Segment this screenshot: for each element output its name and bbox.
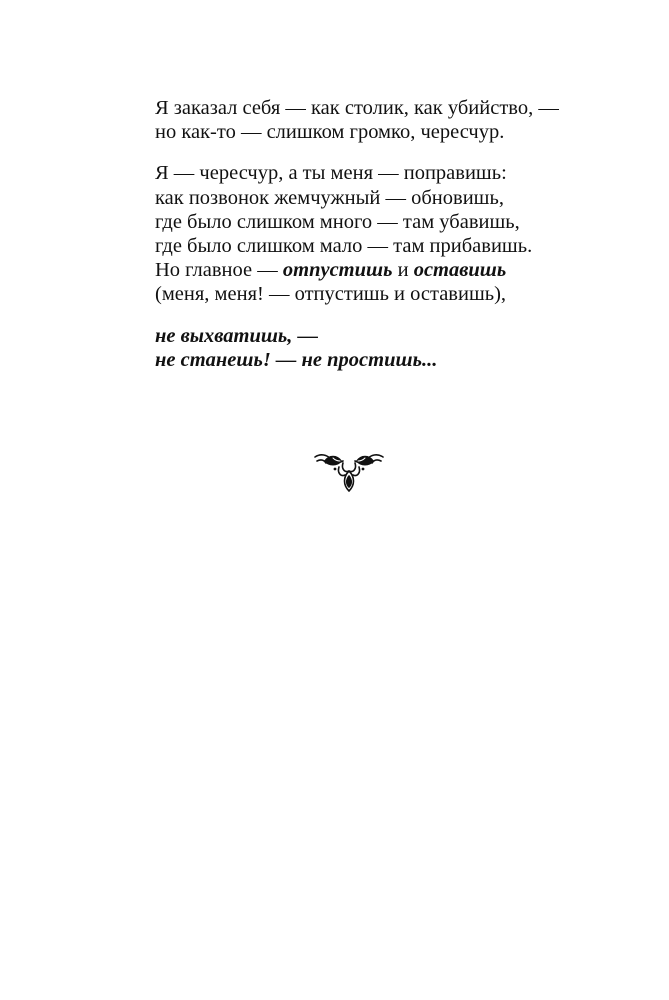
emphasis-text: отпустишь xyxy=(282,259,393,282)
poem-line: Я — чересчур, а ты меня — поправишь: xyxy=(155,162,507,185)
floral-vignette-icon xyxy=(313,449,385,495)
stanza-3 xyxy=(155,324,635,372)
line-text: Но главное — xyxy=(155,259,283,282)
poem-line: Я заказал себя — как столик, как убийство, — xyxy=(155,97,559,119)
stanza-1 xyxy=(155,96,635,144)
poem-line: не станешь! — не простишь... xyxy=(155,348,438,371)
poem xyxy=(155,96,635,389)
poem-line: где было слишком много — там убавишь, xyxy=(155,210,520,233)
poem-line xyxy=(155,258,635,282)
emphasis-text: оставишь xyxy=(413,259,507,282)
poem-line: где было слишком мало — там прибавишь. xyxy=(155,235,533,258)
stanza-2 xyxy=(155,161,635,306)
poem-line: как позвонок жемчужный — обновишь, xyxy=(155,186,504,209)
poem-line: но как-то — слишком громко, чересчур. xyxy=(155,121,505,144)
line-text: и xyxy=(392,259,414,282)
poem-line: не выхватишь, — xyxy=(155,324,319,347)
poem-line: (меня, меня! — отпустишь и оставишь), xyxy=(155,283,507,306)
